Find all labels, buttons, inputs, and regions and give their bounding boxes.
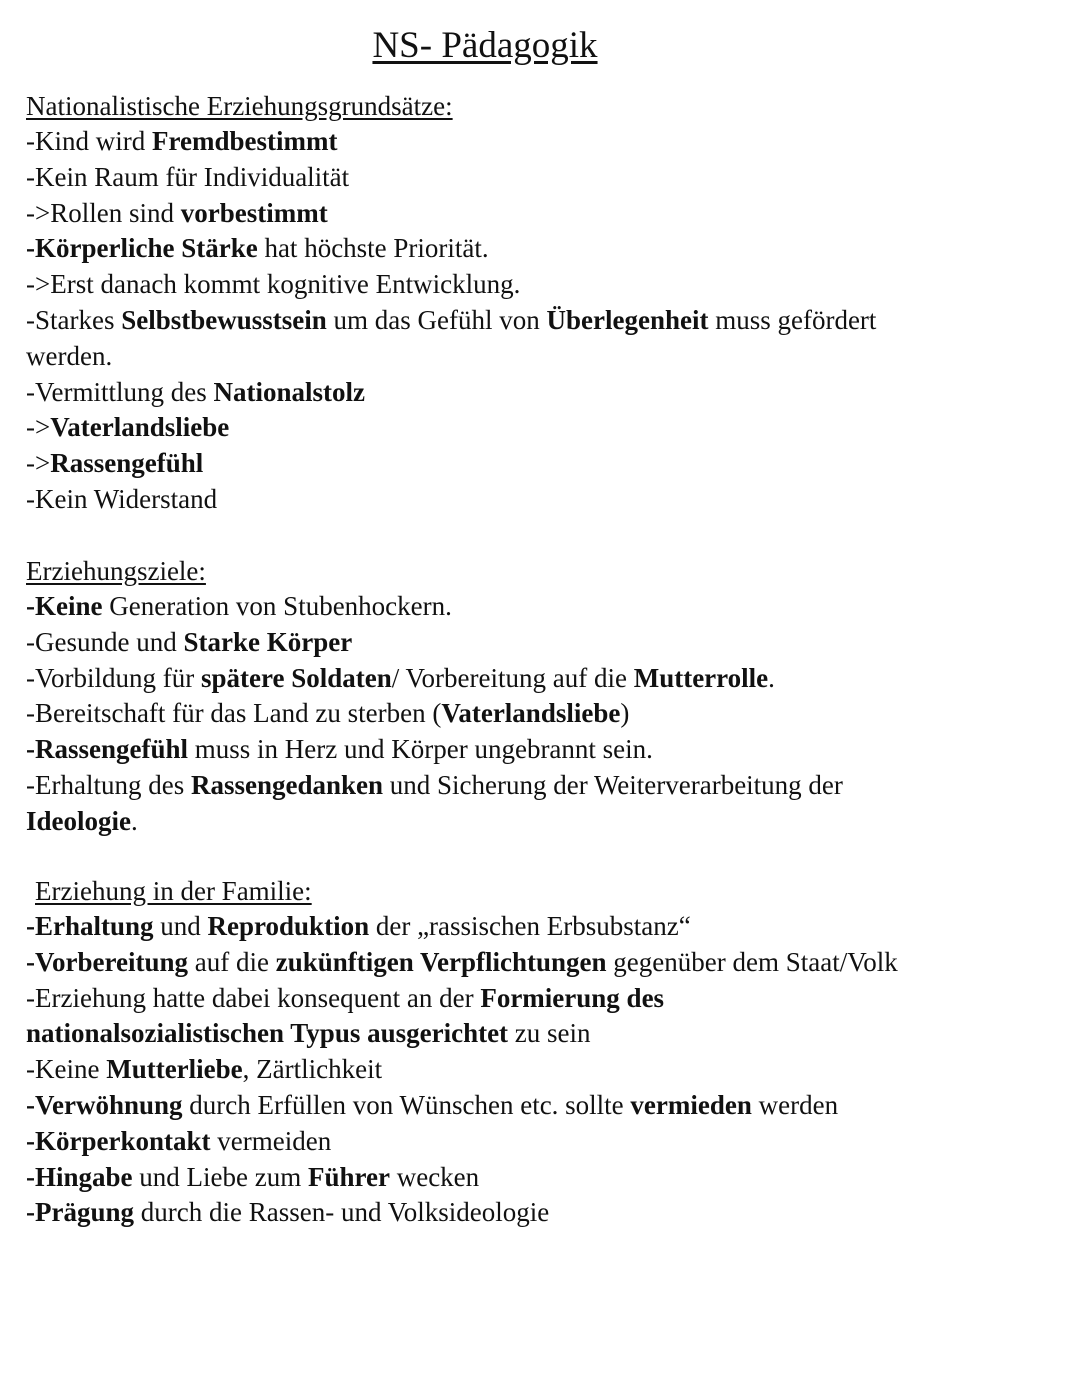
text-line <box>26 1088 1056 1124</box>
text-segment: der „rassischen Erbsubstanz“ <box>369 911 691 941</box>
section-familie <box>26 873 1056 1231</box>
text-segment: muss gefördert <box>708 304 877 335</box>
text-segment: / Vorbereitung auf die <box>391 662 634 693</box>
section-heading: Erziehungsziele: <box>26 556 206 586</box>
text-line <box>26 804 1056 840</box>
text-segment: auf die <box>188 946 276 977</box>
text-segment: -Gesunde und <box>26 626 184 657</box>
section-lines <box>26 124 1056 518</box>
text-line <box>26 1052 1056 1088</box>
text-segment: um das Gefühl von <box>326 304 547 335</box>
bold-text: -Körperkontakt <box>26 1125 211 1156</box>
text-segment: -Erziehung hatte dabei konsequent an der <box>26 982 481 1013</box>
section-heading: Nationalistische Erziehungsgrundsätze: <box>26 91 453 121</box>
page-title <box>0 24 970 68</box>
text-segment: -Keine <box>26 1054 107 1085</box>
text-segment: -> <box>26 412 51 443</box>
text-segment: , Zärtlichkeit <box>242 1054 383 1085</box>
bold-text: Überlegenheit <box>546 304 709 335</box>
text-segment: -Kein Raum für Individualität <box>26 161 350 192</box>
text-segment: und Sicherung der Weiterverarbeitung der <box>383 769 843 800</box>
text-segment: vermeiden <box>210 1125 332 1156</box>
bold-text: -Vorbereitung <box>26 946 188 977</box>
text-line <box>26 339 1056 375</box>
bold-text: Mutterliebe <box>106 1054 243 1085</box>
text-segment: werden. <box>26 340 113 371</box>
text-segment: durch Erfüllen von Wünschen etc. sollte <box>182 1089 631 1120</box>
text-line <box>26 231 1056 267</box>
text-segment: Generation von Stubenhockern. <box>102 591 452 621</box>
bold-text: Fremdbestimmt <box>151 126 338 156</box>
text-segment: ) <box>620 698 630 729</box>
text-line <box>26 196 1056 232</box>
text-segment: wecken <box>389 1161 480 1192</box>
text-line <box>26 768 1056 804</box>
text-segment: -> <box>26 448 51 479</box>
bold-text: Nationalstolz <box>213 376 365 407</box>
text-line <box>26 482 1056 518</box>
text-segment: und Liebe zum <box>132 1161 308 1192</box>
text-segment: ->Rollen sind <box>26 197 181 228</box>
bold-text: Formierung des <box>480 982 665 1013</box>
bold-text: Rassengedanken <box>190 769 383 800</box>
text-line <box>26 732 1056 768</box>
bold-text: vermieden <box>630 1089 752 1120</box>
text-segment: . <box>131 805 138 836</box>
section-lines <box>26 909 1056 1231</box>
text-line <box>26 625 1056 661</box>
text-line <box>26 160 1056 196</box>
bold-text: Reproduktion <box>207 911 370 941</box>
text-line <box>26 945 1056 981</box>
bold-text: -Erhaltung <box>26 911 154 941</box>
text-segment: und <box>153 911 208 941</box>
bold-text: Vaterlandsliebe <box>50 412 230 443</box>
text-line <box>26 410 1056 446</box>
text-segment: werden <box>751 1089 839 1120</box>
bold-text: -Körperliche Stärke <box>26 233 258 264</box>
text-segment: -Vorbildung für <box>26 662 201 693</box>
text-segment: zu sein <box>508 1018 591 1049</box>
text-segment: -Kein Widerstand <box>26 483 218 514</box>
bold-text: vorbestimmt <box>180 197 328 228</box>
text-segment: ->Erst danach kommt kognitive Entwicklung. <box>26 269 521 300</box>
text-line <box>26 1160 1056 1196</box>
section-grundsaetze <box>26 88 1056 518</box>
bold-text: -Rassengefühl <box>26 734 189 765</box>
text-line <box>26 909 1056 945</box>
text-segment: -Bereitschaft für das Land zu sterben ( <box>26 698 442 729</box>
text-line <box>26 589 1056 625</box>
bold-text: -Prägung <box>26 1197 134 1228</box>
text-segment: -Kind wird <box>26 126 152 156</box>
text-line <box>26 1195 1056 1231</box>
bold-text: Rassengefühl <box>50 448 204 479</box>
text-segment: -Vermittlung des <box>26 376 214 407</box>
text-segment: -Erhaltung des <box>26 769 191 800</box>
section-lines <box>26 589 1056 840</box>
bold-text: -Verwöhnung <box>26 1089 183 1120</box>
text-line <box>26 696 1056 732</box>
bold-text: -Hingabe <box>26 1161 133 1192</box>
text-line <box>26 661 1056 697</box>
text-segment: muss in Herz und Körper ungebrannt sein. <box>188 734 653 765</box>
text-segment: -Starkes <box>26 304 122 335</box>
text-segment: . <box>768 662 775 693</box>
bold-text: Ideologie <box>26 805 131 836</box>
bold-text: Starke Körper <box>183 626 353 657</box>
text-line <box>26 1124 1056 1160</box>
bold-text: Selbstbewusstsein <box>121 304 327 335</box>
text-segment: hat höchste Priorität. <box>257 233 489 264</box>
bold-text: spätere Soldaten <box>201 662 392 693</box>
bold-text: nationalsozialistischen Typus ausgerichtet <box>26 1018 509 1049</box>
text-line <box>26 124 1056 160</box>
text-line <box>26 375 1056 411</box>
text-line <box>26 267 1056 303</box>
text-line <box>26 981 1056 1017</box>
bold-text: Vaterlandsliebe <box>441 698 621 729</box>
text-line <box>26 1016 1056 1052</box>
page-title-text: NS- Pädagogik <box>372 25 598 66</box>
bold-text: -Keine <box>26 591 103 621</box>
section-heading: Erziehung in der Familie: <box>35 876 312 906</box>
section-erziehungsziele <box>26 553 1056 840</box>
text-line <box>26 303 1056 339</box>
text-segment: durch die Rassen- und Volksideologie <box>134 1197 550 1228</box>
bold-text: Führer <box>307 1161 390 1192</box>
text-segment: gegenüber dem Staat/Volk <box>606 946 898 977</box>
bold-text: zukünftigen Verpflichtungen <box>275 946 607 977</box>
bold-text: Mutterrolle <box>633 662 769 693</box>
text-line <box>26 446 1056 482</box>
